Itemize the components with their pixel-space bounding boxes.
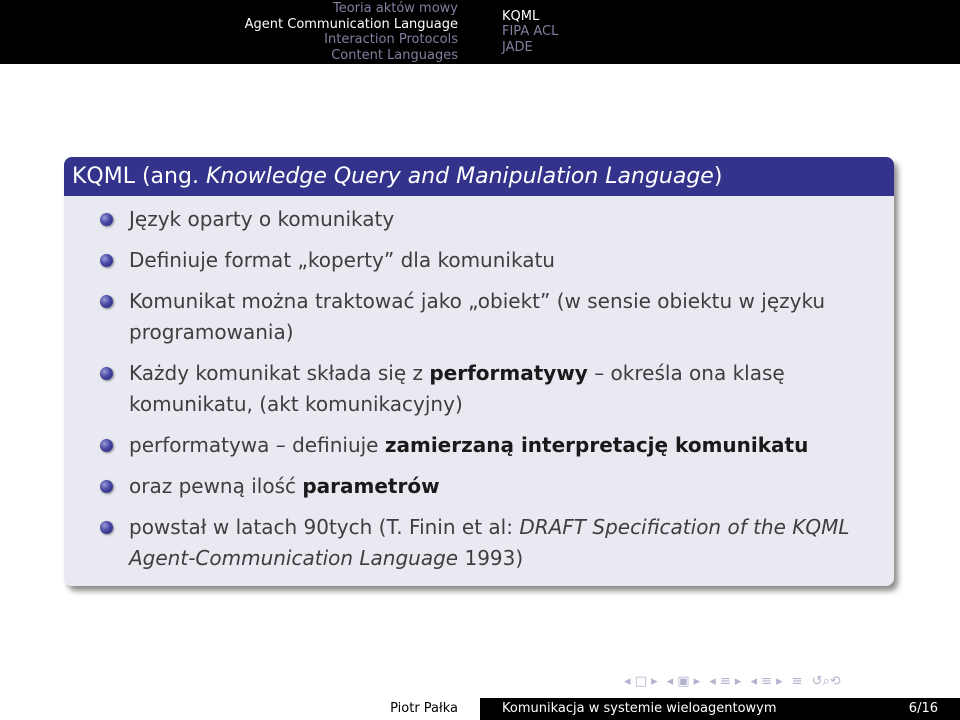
nav-section-acl[interactable]: Agent Communication Language: [244, 16, 458, 32]
item-bold-text: zamierzaną interpretację komunikatu: [384, 433, 809, 457]
header-navigation: [0, 0, 960, 64]
ball-bullet-icon: [100, 367, 113, 380]
item-bold-text: parametrów: [302, 474, 440, 498]
page-number: 6/16: [908, 701, 938, 716]
ball-bullet-icon: [100, 213, 113, 226]
nav-subsection-fipa-acl[interactable]: FIPA ACL: [502, 24, 559, 40]
nav-subsection-icon[interactable]: ◂ ▣ ▸: [666, 674, 701, 689]
beamer-navigation-symbols: [624, 674, 841, 689]
item-text: – określa ona klasę komunikatu, (akt komunikacyjny): [129, 361, 785, 416]
content-block: [64, 157, 894, 586]
ball-bullet-icon: [100, 521, 113, 534]
nav-section-speech-acts[interactable]: Teoria aktów mowy: [333, 1, 458, 16]
item-text: performatywa – definiuje: [129, 433, 385, 457]
block-title-prefix: KQML (ang.: [72, 164, 206, 189]
ball-bullet-icon: [100, 254, 113, 267]
list-item: [72, 245, 886, 276]
list-item: [72, 430, 886, 461]
item-text: Język oparty o komunikaty: [129, 207, 395, 231]
subsection-nav: [480, 0, 960, 64]
nav-section-icon[interactable]: ◂ ≡ ▸: [709, 674, 742, 689]
nav-subsection-jade[interactable]: JADE: [502, 39, 533, 55]
section-nav: [0, 0, 480, 64]
item-text: 1993): [458, 546, 524, 570]
list-item: [72, 512, 886, 574]
list-item: [72, 286, 886, 348]
nav-subsection-kqml[interactable]: KQML: [502, 8, 540, 24]
nav-document-icon[interactable]: ◂ ≡ ▸: [750, 674, 783, 689]
block-body: [64, 196, 894, 586]
nav-search-icon[interactable]: ↺⌕⟲: [811, 674, 841, 689]
ball-bullet-icon: [100, 439, 113, 452]
nav-section-content-languages[interactable]: Content Languages: [331, 47, 458, 63]
list-item: [72, 471, 886, 502]
item-text: Komunikat można traktować jako „obiekt” (w sensie obiektu w języku programowania): [129, 289, 826, 344]
item-italic-text: DRAFT Specification of the KQML Agent-Communication Language: [129, 515, 850, 570]
nav-appendix-icon[interactable]: ≡: [791, 674, 803, 689]
item-text: Definiuje format „koperty” dla komunikatu: [129, 248, 555, 272]
item-text: oraz pewną ilość: [129, 474, 303, 498]
list-item: [72, 204, 886, 235]
item-text: powstał w latach 90tych (T. Finin et al:: [129, 515, 520, 539]
item-text: Każdy komunikat składa się z: [129, 361, 430, 385]
item-bold-text: performatywy: [429, 361, 588, 385]
nav-section-interaction-protocols[interactable]: Interaction Protocols: [324, 32, 458, 47]
footer-author: Piotr Pałka: [0, 698, 480, 720]
nav-frame-icon[interactable]: ◂ □ ▸: [624, 674, 658, 689]
ball-bullet-icon: [100, 480, 113, 493]
footer-title-bar: [480, 698, 960, 720]
footer: [0, 698, 960, 720]
footer-title: Komunikacja w systemie wieloagentowym: [502, 701, 777, 716]
ball-bullet-icon: [100, 295, 113, 308]
list-item: [72, 358, 886, 420]
block-title-italic: Knowledge Query and Manipulation Language: [205, 164, 714, 189]
block-title-suffix: ): [713, 164, 723, 189]
block-title: [64, 157, 894, 196]
